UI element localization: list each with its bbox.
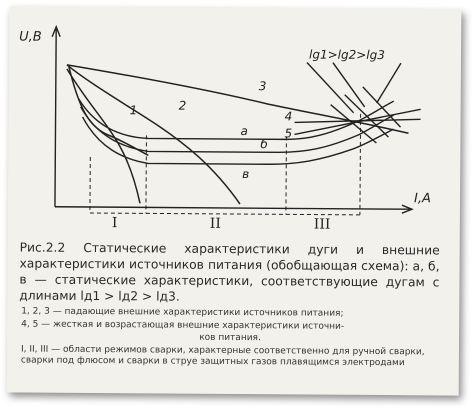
curve-4-label: 4 <box>284 109 293 124</box>
arc-characteristic-b <box>80 107 393 153</box>
x-axis-label: I,А <box>413 191 431 207</box>
source-curve-2 <box>66 65 241 204</box>
curve-2-label: 2 <box>178 98 187 113</box>
pointer-line-a <box>307 63 354 113</box>
pointer-line-c <box>377 63 401 103</box>
figure-notes <box>21 307 439 372</box>
arc-a-label: а <box>240 124 248 139</box>
curve-3-label: 3 <box>258 79 267 94</box>
arc-characteristics-figure <box>8 6 462 239</box>
y-axis <box>55 29 56 207</box>
zone-1-label: I <box>111 215 118 232</box>
note-welding-zones: I, II, III — области режимов сварки, характерные соответственно для ручной сварки, сварки под флюсом и сварки в струе защитных газов плавящимся электродами <box>20 344 425 369</box>
x-axis <box>55 207 410 209</box>
curve-5-label: 5 <box>284 126 293 141</box>
arc-b-label: б <box>260 137 268 152</box>
arc-v-label: в <box>242 167 250 182</box>
note-falling-curves: 1, 2, 3 — падающие внешние характеристики источников питания; <box>21 306 344 319</box>
note-rigid-curves: 4, 5 — жесткая и возрастающая внешние характеристики источни- ков питания. <box>21 319 345 343</box>
lg-relation-label: lg1>lg2>lg3 <box>308 47 385 63</box>
zone-3-label: III <box>313 216 331 233</box>
curve-1-label: 1 <box>129 103 138 118</box>
zone-2-label: II <box>209 215 221 232</box>
y-axis-label: U,В <box>19 29 42 45</box>
caption-title: Рис.2.2 Статические характеристики дуги и внешние характеристики источников питания (обобщающая схема): а, б, в — статические характеристики, соответствующие дугам с длинами lд1 > lд2 > lд3. <box>19 240 440 304</box>
pointer-line-b <box>333 63 365 107</box>
scanned-page <box>7 6 462 395</box>
figure-caption <box>19 240 439 307</box>
